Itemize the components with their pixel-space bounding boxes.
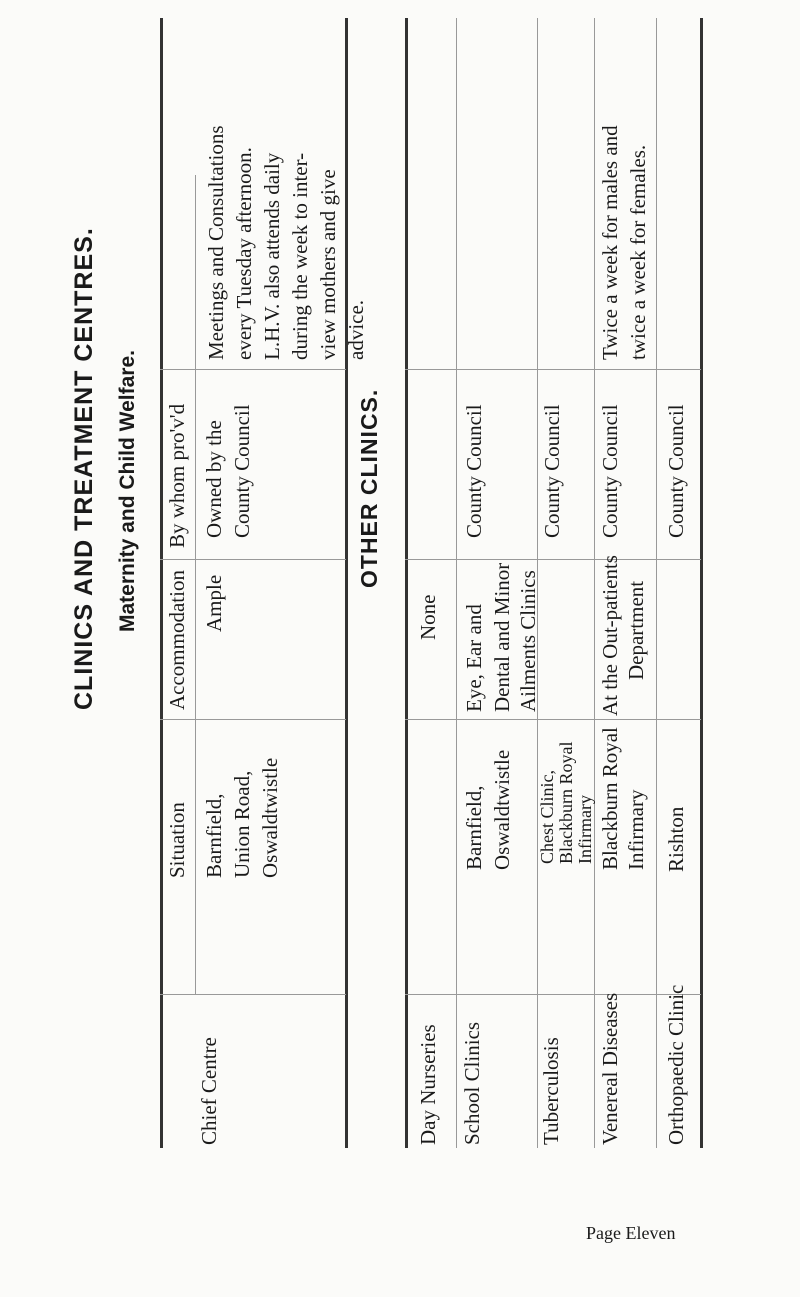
page-subtitle: Maternity and Child Welfare. xyxy=(116,350,139,632)
remarks-line-2: every Tuesday afternoon. xyxy=(232,147,256,360)
remarks-line-3: L.H.V. also attends daily xyxy=(260,152,284,360)
remarks-line-5: view mothers and give xyxy=(316,169,340,360)
tuberculosis-situation-1: Chest Clinic, xyxy=(537,770,557,864)
tuberculosis-situation-3: Infirmary xyxy=(575,795,595,864)
venereal-remarks-1: Twice a week for males and xyxy=(598,125,622,360)
row-name-orthopaedic-clinic: Orthopaedic Clinic xyxy=(664,984,688,1145)
table1-divider-4 xyxy=(160,369,346,370)
table2-row-rule-4 xyxy=(656,18,657,1148)
remarks-line-1: Meetings and Consultations xyxy=(204,125,228,360)
school-clinics-provided-by: County Council xyxy=(462,404,486,538)
remarks-line-6: advice. xyxy=(344,299,368,360)
situation-line-3: Oswaldtwistle xyxy=(258,757,282,878)
page-footer: Page Eleven xyxy=(586,1223,676,1243)
remarks-line-4: during the week to inter- xyxy=(288,152,312,360)
section-title-other-clinics: OTHER CLINICS. xyxy=(356,388,382,588)
table1-divider-3 xyxy=(160,559,346,560)
venereal-situation-2: Infirmary xyxy=(624,789,648,870)
venereal-accommodation-2: Department xyxy=(624,580,648,680)
header-accommodation: Accommodation xyxy=(165,570,189,710)
row-name-school-clinics: School Clinics xyxy=(460,1021,484,1145)
orthopaedic-situation: Rishton xyxy=(664,806,688,872)
tuberculosis-provided-by: County Council xyxy=(540,404,564,538)
venereal-provided-by: County Council xyxy=(598,404,622,538)
situation-line-1: Barnfield, xyxy=(202,793,226,878)
table2-row-rule-3 xyxy=(594,18,595,1148)
row-name-venereal-diseases: Venereal Diseases xyxy=(598,992,622,1145)
school-clinics-situation-2: Oswaldtwistle xyxy=(490,749,514,870)
table2-row-rule-1 xyxy=(456,18,457,1148)
table1-header-rule xyxy=(195,175,196,995)
orthopaedic-provided-by: County Council xyxy=(664,404,688,538)
accommodation-value: Ample xyxy=(202,574,226,632)
school-clinics-situation-1: Barnfield, xyxy=(462,785,486,870)
venereal-accommodation-1: At the Out-patients xyxy=(598,555,622,716)
row-name-tuberculosis: Tuberculosis xyxy=(539,1037,563,1145)
situation-line-2: Union Road, xyxy=(230,770,254,878)
provided-by-line-1: Owned by the xyxy=(202,420,226,538)
header-situation: Situation xyxy=(165,802,189,878)
table2-bottom-rule xyxy=(700,18,703,1148)
tuberculosis-situation-2: Blackburn Royal xyxy=(556,741,576,864)
table1-divider-1 xyxy=(160,994,346,995)
header-provided-by: By whom pro'v'd xyxy=(165,403,189,548)
school-clinics-accommodation-2: Dental and Minor xyxy=(490,562,514,712)
table1-bottom-rule xyxy=(345,18,348,1148)
school-clinics-accommodation-3: Ailments Clinics xyxy=(516,570,540,712)
table2-top-rule xyxy=(405,18,408,1148)
row-name-chief-centre: Chief Centre xyxy=(197,1037,221,1145)
school-clinics-accommodation-1: Eye, Ear and xyxy=(462,604,486,712)
table1-divider-2 xyxy=(160,719,346,720)
day-nurseries-accommodation: None xyxy=(416,594,440,640)
venereal-situation-1: Blackburn Royal xyxy=(598,727,622,870)
page-title: CLINICS AND TREATMENT CENTRES. xyxy=(70,227,98,710)
row-name-day-nurseries: Day Nurseries xyxy=(416,1024,440,1145)
venereal-remarks-2: twice a week for females. xyxy=(626,144,650,360)
provided-by-line-2: County Council xyxy=(230,404,254,538)
